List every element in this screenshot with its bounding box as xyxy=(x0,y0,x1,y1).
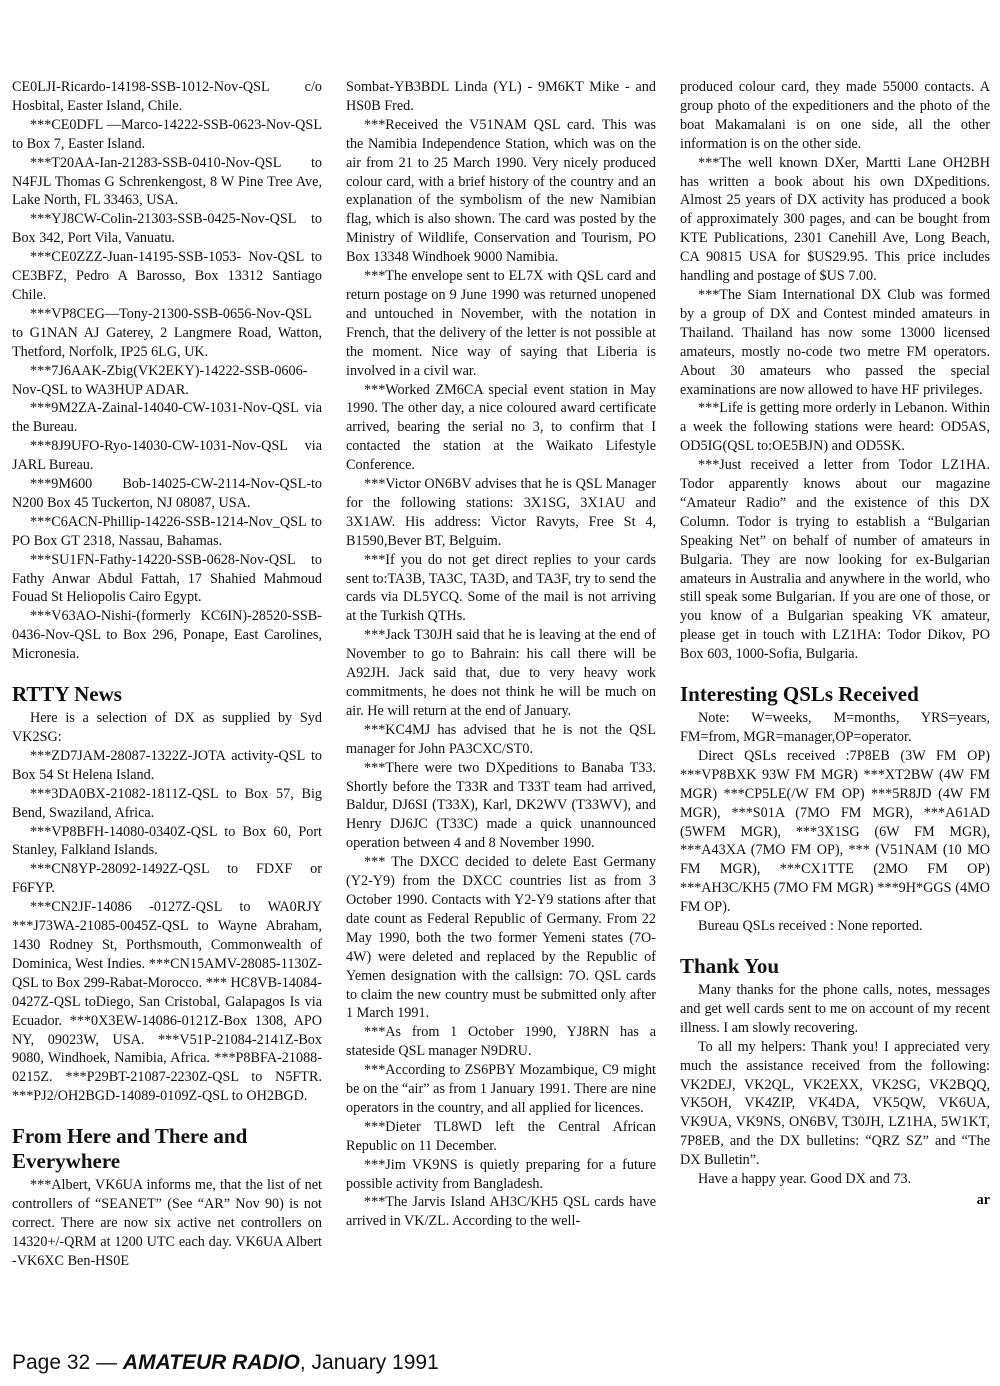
article-paragraph: ***If you do not get direct replies to your cards sent to:TA3B, TA3C, TA3D, and TA3F, try to send the cards via DL5YCQ. Some of the mail is not arriving at the Turkish QTHs. xyxy=(346,551,656,625)
thanks-paragraph: Have a happy year. Good DX and 73. xyxy=(698,1171,912,1188)
from-here-heading: From Here and There and Everywhere xyxy=(12,1124,248,1174)
dx-entry: ***T20AA-Ian-21283-SSB-0410-Nov-QSL to N4FJL Thomas G Schrenkengost, 8 W Pine Tree Ave, Lake North, FL 33463, USA. xyxy=(12,154,322,209)
dx-entry: ***CE0DFL —Marco-14222-SSB-0623-Nov-QSL to Box 7, Easter Island. xyxy=(12,116,322,152)
seanet-paragraph: ***Albert, VK6UA informs me, that the list of net controllers of “SEANET” (See “AR” Nov 90) is not correct. There are now six active net controllers on 14320+/-QRM at 1200 UTC each day. VK6UA Albert -VK6XC Ben-HS0E xyxy=(12,1177,322,1269)
article-paragraph: produced colour card, they made 55000 contacts. A group photo of the expeditioners and the photo of the boat Makamalani is on one side, all the other information is on the other side. xyxy=(680,79,990,152)
article-paragraph: ***Jim VK9NS is quietly preparing for a future possible activity from Bangladesh. xyxy=(346,1156,656,1192)
rtty-intro: Here is a selection of DX as supplied by Syd VK2SG: xyxy=(12,710,322,745)
qsl-direct-list: Direct QSLs received :7P8EB (3W FM OP) ***VP8BXK 93W FM MGR) ***XT2BW (4W FM MGR) ***CP5LE(/W FM OP) ***5R8JD (4W FM MGR), ***S01A (7MO FM MGR), ***A61AD (5WFM MGR), ***3X1SG (6W FM MGR), ***A43XA (7MO FM OP), *** (V51NAM (10 MO FM MGR), ***CX1TTE (2MO FM OP) ***AH3C/KH5 (7MO FM MGR) ***9H*GGS (4MO FM OP). xyxy=(680,747,990,916)
qsl-note: Note: W=weeks, M=months, YRS=years, FM=from, MGR=manager,OP=operator. xyxy=(680,710,990,745)
article-paragraph: ***KC4MJ has advised that he is not the QSL manager for John PA3CXC/ST0. xyxy=(346,721,656,757)
article-paragraph: ***Dieter TL8WD left the Central African Republic on 11 December. xyxy=(346,1118,656,1154)
dx-entry: ***7J6AAK-Zbig(VK2EKY)-14222-SSB-0606-Nov-QSL to WA3HUP ADAR. xyxy=(12,362,308,398)
dx-entry: ***CE0ZZZ-Juan-14195-SSB-1053- Nov-QSL to CE3BFZ, Pedro A Barosso, Box 13312 Santiago Chile. xyxy=(12,249,322,303)
signoff-mark: ar xyxy=(976,1191,990,1208)
rtty-entry: ***CN2JF-14086 -0127Z-QSL to WA0RJY ***J73WA-21085-0045Z-QSL to Wayne Abraham, 1430 Rodney St, Porthsmouth, Commonwealth of Dominica, West Indies. ***CN15AMV-28085-1130Z-QSL to Box 299-Rabat-Morocco. *** HC8VB-14084-0427Z-QSL toDiego, San Cristobal, Galapagos Is via Ecuador. ***0X3EW-14086-0121Z-Box 1308, APO NY, 09023W, USA. ***V51P-21084-2141Z-Box 9080, Windhoek, Namibia, Africa. ***P8BFA-21088-0215Z. ***P29BT-21087-2230Z-QSL to N5FTR. ***PJ2/OH2BGD-14089-0109Z-QSL to OH2BGD. xyxy=(12,899,322,1105)
article-paragraph: ***The Siam International DX Club was formed by a group of DX and Contest minded amateurs in Thailand. Thailand has now some 13000 licensed amateurs, mostly no-code two metre FM operators. About 30 amateurs who passed the special examinations are now allowed to have HF privileges. xyxy=(680,286,990,398)
page-footer xyxy=(12,1350,439,1376)
column-2 xyxy=(346,78,656,1231)
article-paragraph: ***The Jarvis Island AH3C/KH5 QSL cards have arrived in VK/ZL. According to the well- xyxy=(346,1194,656,1230)
article-paragraph: ***There were two DXpeditions to Banaba T33. Shortly before the T33R and T33T team had arrived, Baldur, DJ6SI (T33X), Karl, DK2WV (T33WV), and Henry DJ6JC (T33C) made a quick unannounced operation between 4 and 8 November 1990. xyxy=(346,759,656,852)
article-paragraph: ***Worked ZM6CA special event station in May 1990. The other day, a nice coloured award certificate arrived, bearing the serial no 3, to confirm that I contacted the station at the Waikato Lifestyle Conference. xyxy=(346,381,656,474)
article-paragraph: ***Life is getting more orderly in Lebanon. Within a week the following stations were heard: OD5AS, OD5IG(QSL to:OE5BJN) and OD5SK. xyxy=(680,400,990,455)
article-paragraph: ***Victor ON6BV advises that he is QSL Manager for the following stations: 3X1SG, 3X1AU and 3X1AW. His address: Victor Ravyts, Free St 4, B1590,Bever BT, Belguim. xyxy=(346,476,656,549)
dx-entry: ***8J9UFO-Ryo-14030-CW-1031-Nov-QSL via JARL Bureau. xyxy=(12,438,322,474)
dx-entry: ***VP8CEG—Tony-21300-SSB-0656-Nov-QSL to G1NAN AJ Gaterey, 2 Langmere Road, Watton, Thetford, Norfolk, IP25 6LG, UK. xyxy=(12,305,322,360)
footer-magazine-name: AMATEUR RADIO xyxy=(122,1351,300,1374)
dx-entry: ***YJ8CW-Colin-21303-SSB-0425-Nov-QSL to Box 342, Port Vila, Vanuatu. xyxy=(12,211,322,247)
rtty-entry: ***VP8BFH-14080-0340Z-QSL to Box 60, Port Stanley, Falkland Islands. xyxy=(12,823,322,859)
article-paragraph: ***Jack T30JH said that he is leaving at the end of November to go to Bahrain: his call there will be A92JH. Jack said that, due to very heavy work commitments, he does not think he will be much on air. He will return at the end of January. xyxy=(346,627,656,719)
article-paragraph: *** The DXCC decided to delete East Germany (Y2-Y9) from the DXCC countries list as from 3 October 1990. Contacts with Y2-Y9 stations after that date count as Federal Republic of Germany. From 22 May 1990, both the two former Yemeni states (7O-4W) were deleted and replaced by the Republic of Yemen designation with the callsign: 7O. QSL cards to claim the new country must be submitted only after 1 March 1991. xyxy=(346,854,656,1022)
thanks-paragraph: Many thanks for the phone calls, notes, messages and get well cards sent to me on account of my recent illness. I am slowly recovering. xyxy=(680,981,990,1036)
interesting-qsls-heading: Interesting QSLs Received xyxy=(680,682,919,707)
article-paragraph: ***According to ZS6PBY Mozambique, C9 might be on the “air” as from 1 January 1991. There are nine operators in the country, and all applied for licences. xyxy=(346,1062,656,1116)
footer-page-number: Page 32 — xyxy=(12,1351,123,1374)
article-paragraph: ***As from 1 October 1990, YJ8RN has a stateside QSL manager N9DRU. xyxy=(346,1024,656,1060)
thank-you-heading: Thank You xyxy=(680,953,780,978)
article-paragraph: ***The envelope sent to EL7X with QSL card and return postage on 9 June 1990 was returned unopened and untouched in November, with the notation in French, that the delivery of the letter is not possible at the moment. Nice way of saying that Liberia is involved in a civil war. xyxy=(346,268,656,379)
dx-entry: ***C6ACN-Phillip-14226-SSB-1214-Nov_QSL to PO Box GT 2318, Nassau, Bahamas. xyxy=(12,513,322,549)
footer-issue-date: , January 1991 xyxy=(299,1351,439,1374)
dx-entry: ***V63AO-Nishi-(formerly KC6IN)-28520-SSB-0436-Nov-QSL to Box 296, Ponape, East Carolines, Micronesia. xyxy=(12,608,322,663)
dx-entry: ***9M2ZA-Zainal-14040-CW-1031-Nov-QSL via the Bureau. xyxy=(12,400,322,436)
rtty-entry: ***3DA0BX-21082-1811Z-QSL to Box 57, Big Bend, Swaziland, Africa. xyxy=(12,785,322,821)
rtty-news-heading: RTTY News xyxy=(12,682,122,707)
qsl-bureau: Bureau QSLs received : None reported. xyxy=(698,918,923,935)
column-1 xyxy=(12,78,322,1271)
thanks-paragraph: To all my helpers: Thank you! I appreciated very much the assistance received from the following: VK2DEJ, VK2QL, VK2EXX, VK2SG, VK2BQQ, VK5OH, VK4ZIP, VK4DA, VK5QW, VK6UA, VK9UA, VK9NS, ON6BV, T30JH, LZ1HA, 5W1KT, 7P8EB, and the DX bulletins: “QRZ SZ” and “The DX Bulletin”. xyxy=(680,1038,990,1169)
rtty-entry: ***ZD7JAM-28087-1322Z-JOTA activity-QSL to Box 54 St Helena Island. xyxy=(12,747,322,783)
dx-entry: CE0LJI-Ricardo-14198-SSB-1012-Nov-QSL c/o Hosbital, Easter Island, Chile. xyxy=(12,79,322,114)
article-paragraph: Sombat-YB3BDL Linda (YL) - 9M6KT Mike - and HS0B Fred. xyxy=(346,79,656,114)
article-paragraph: ***The well known DXer, Martti Lane OH2BH has written a book about his own DXpeditions. Almost 25 years of DX activity has produced a book of approximately 300 pages, and can be bought from KTE Publications, 2301 Canehill Ave, Long Beach, CA 90815 USA for $US29.95. This price includes handling and postage of $US 7.00. xyxy=(680,154,990,285)
rtty-entry: ***CN8YP-28092-1492Z-QSL to FDXF or F6FYP. xyxy=(12,861,322,897)
dx-entry: ***9M600 Bob-14025-CW-2114-Nov-QSL-to N200 Box 45 Tuckerton, NJ 08087, USA. xyxy=(12,476,322,511)
article-paragraph: ***Received the V51NAM QSL card. This was the Namibia Independence Station, which was on the air from 21 to 25 March 1990. Very nicely produced colour card, with a brief history of the country and an explanation of the symbolism of the new Namibian flag, which is also shown. The card was posted by the Ministry of Wildlife, Conservation and Tourism, PO Box 13348 Windhoek 9000 Namibia. xyxy=(346,116,656,266)
article-paragraph: ***Just received a letter from Todor LZ1HA. Todor apparently knows about our magazine “Amateur Radio” and the existence of this DX Column. Todor is trying to establish a “Bulgarian Speaking Net” on behalf of number of amateurs in Bulgaria. They are now looking for ex-Bulgarian amateurs in Australia and anywhere in the world, who still speak some Bulgarian. If you are one of those, or you know of a Bulgarian speaking VK amateur, please get in touch with LZ1HA: Todor Dikov, PO Box 603, 1000-Sofia, Bulgaria. xyxy=(680,457,990,663)
dx-entry: ***SU1FN-Fathy-14220-SSB-0628-Nov-QSL to Fathy Anwar Abdul Fattah, 17 Shahied Mahmoud Fouad St Heliopolis Cairo Egypt. xyxy=(12,551,322,606)
column-3 xyxy=(680,78,990,1210)
